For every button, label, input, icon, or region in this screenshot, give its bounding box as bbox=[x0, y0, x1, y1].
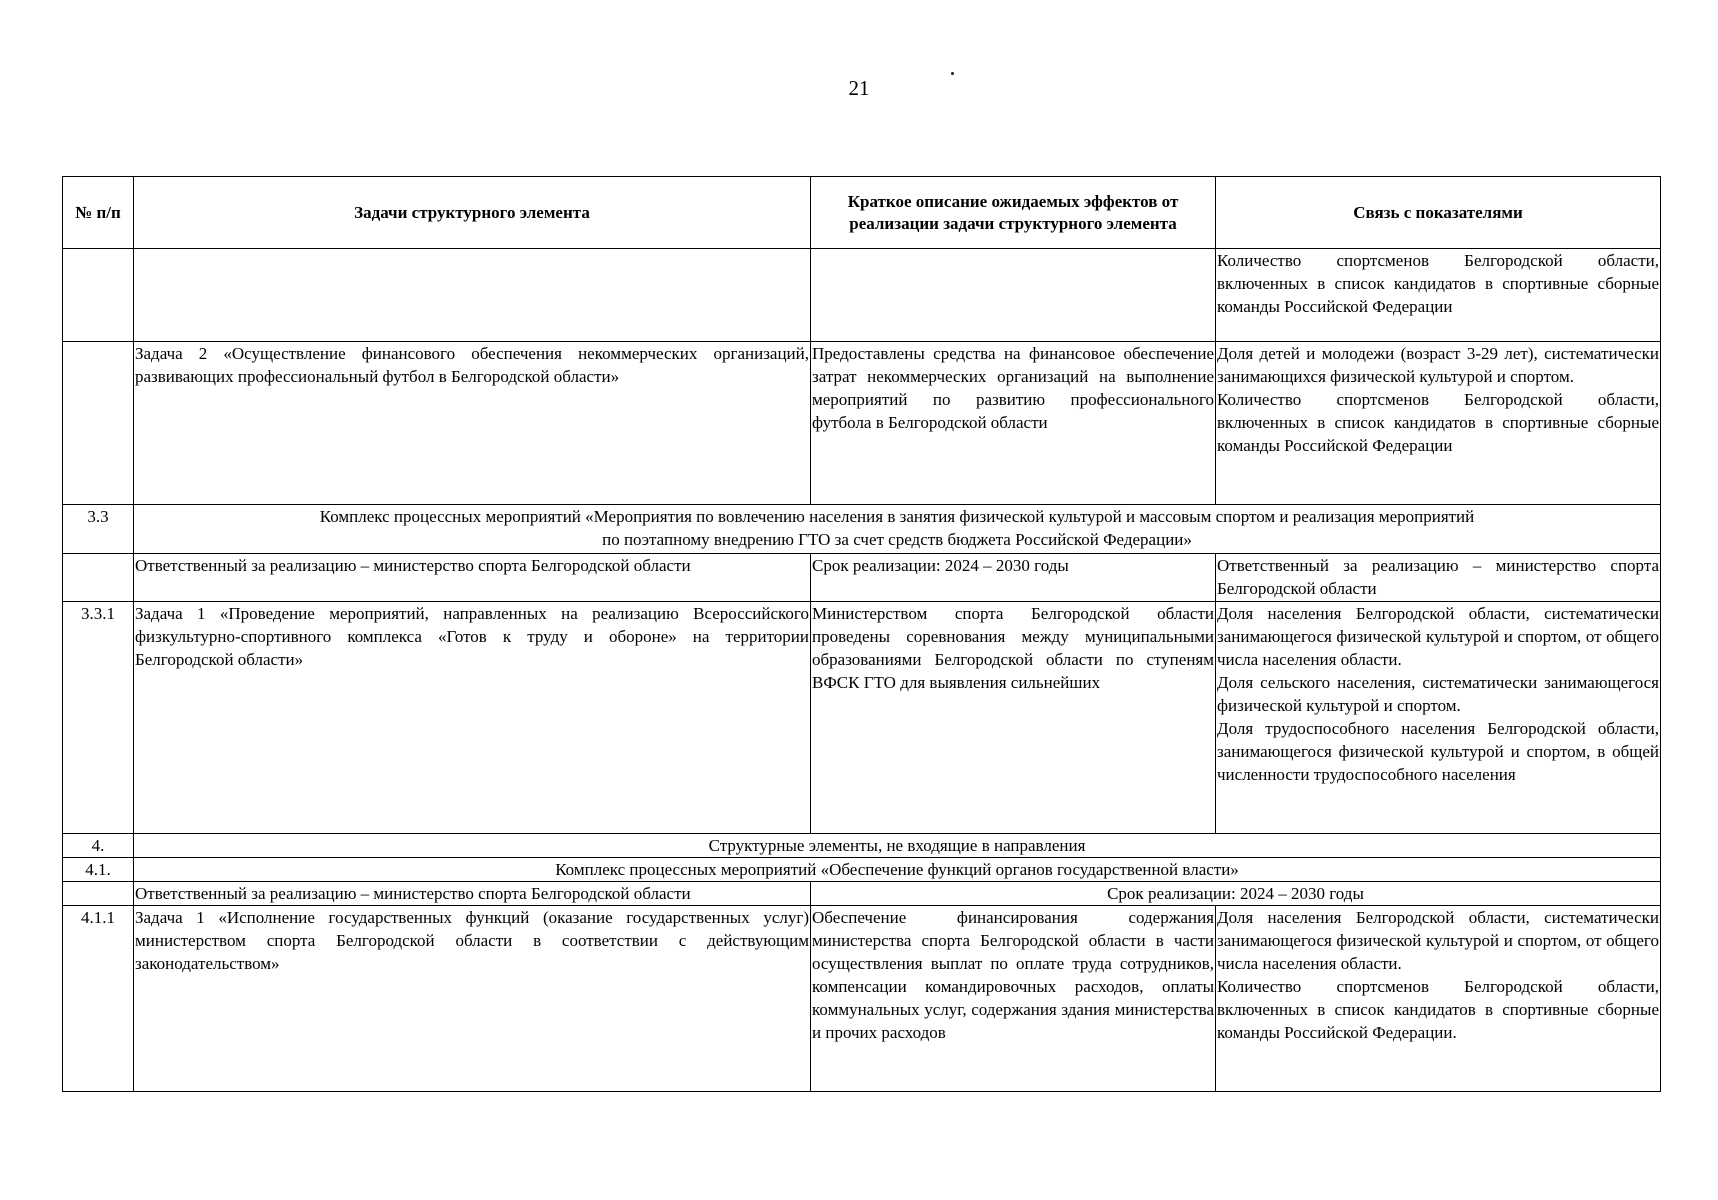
page-number: 21 bbox=[848, 76, 870, 100]
cell-task: Задача 2 «Осуществление финансового обеспечения некоммерческих организаций, развивающих профессиональный футбол в Белгородской области» bbox=[134, 342, 811, 505]
table-row bbox=[63, 906, 1661, 1092]
section-title: Комплекс процессных мероприятий «Обеспечение функций органов государственной власти» bbox=[134, 858, 1661, 882]
cell-indicators bbox=[1216, 906, 1661, 1092]
table-row bbox=[63, 342, 1661, 505]
cell-task bbox=[134, 249, 811, 342]
section-row bbox=[63, 834, 1661, 858]
section-row bbox=[63, 858, 1661, 882]
cell-num bbox=[63, 554, 134, 602]
cell-indicators bbox=[1216, 602, 1661, 834]
cell-indicators: Количество спортсменов Белгородской области, включенных в список кандидатов в спортивные сборные команды Российской Федерации bbox=[1216, 249, 1661, 342]
section-title bbox=[134, 505, 1661, 554]
cell-num bbox=[63, 882, 134, 906]
responsible-cell: Ответственный за реализацию – министерство спорта Белгородской области bbox=[134, 882, 811, 906]
scan-speck bbox=[951, 72, 954, 75]
indicator-text: Доля населения Белгородской области, систематически занимающегося физической культурой и спортом, от общего числа населения области. bbox=[1217, 604, 1659, 669]
responsible-cell: Ответственный за реализацию – министерство спорта Белгородской области bbox=[134, 554, 811, 602]
responsible-cell-2: Ответственный за реализацию – министерство спорта Белгородской области bbox=[1216, 554, 1661, 602]
header-effects: Краткое описание ожидаемых эффектов от реализации задачи структурного элемента bbox=[811, 177, 1216, 249]
section-num: 3.3 bbox=[63, 505, 134, 554]
section-title: Структурные элементы, не входящие в направления bbox=[134, 834, 1661, 858]
table-row bbox=[63, 602, 1661, 834]
section-title-line: по поэтапному внедрению ГТО за счет средств бюджета Российской Федерации» bbox=[602, 530, 1192, 549]
cell-effect: Предоставлены средства на финансовое обеспечение затрат некоммерческих организаций на выполнение мероприятий по развитию профессионального футбола в Белгородской области bbox=[811, 342, 1216, 505]
cell-effect bbox=[811, 249, 1216, 342]
term-cell: Срок реализации: 2024 – 2030 годы bbox=[811, 554, 1216, 602]
structure-elements-table bbox=[62, 176, 1661, 1092]
cell-num bbox=[63, 249, 134, 342]
header-tasks: Задачи структурного элемента bbox=[134, 177, 811, 249]
table-row bbox=[63, 249, 1661, 342]
responsibility-row bbox=[63, 882, 1661, 906]
cell-effect: Министерством спорта Белгородской области проведены соревнования между муниципальными образованиями Белгородской области по ступеням ВФСК ГТО для выявления сильнейших bbox=[811, 602, 1216, 834]
cell-num bbox=[63, 342, 134, 505]
section-row bbox=[63, 505, 1661, 554]
indicator-text: Количество спортсменов Белгородской области, включенных в список кандидатов в спортивные сборные команды Российской Федерации. bbox=[1217, 977, 1659, 1042]
indicator-text: Доля детей и молодежи (возраст 3-29 лет), систематически занимающихся физической культурой и спортом. bbox=[1217, 344, 1659, 386]
table-header-row bbox=[63, 177, 1661, 249]
cell-num: 4.1.1 bbox=[63, 906, 134, 1092]
indicator-text: Доля трудоспособного населения Белгородской области, занимающегося физической культурой и спортом, в общей численности трудоспособного населения bbox=[1217, 719, 1659, 784]
section-num: 4.1. bbox=[63, 858, 134, 882]
responsibility-row bbox=[63, 554, 1661, 602]
header-num: № п/п bbox=[63, 177, 134, 249]
header-indicators: Связь с показателями bbox=[1216, 177, 1661, 249]
section-num: 4. bbox=[63, 834, 134, 858]
indicator-text: Доля сельского населения, систематически занимающегося физической культурой и спортом. bbox=[1217, 673, 1659, 715]
term-cell: Срок реализации: 2024 – 2030 годы bbox=[811, 882, 1661, 906]
indicator-text: Доля населения Белгородской области, систематически занимающегося физической культурой и спортом, от общего числа населения области. bbox=[1217, 908, 1659, 973]
indicator-text: Количество спортсменов Белгородской области, включенных в список кандидатов в спортивные сборные команды Российской Федерации bbox=[1217, 390, 1659, 455]
cell-task: Задача 1 «Проведение мероприятий, направленных на реализацию Всероссийского физкультурно-спортивного комплекса «Готов к труду и обороне» на территории Белгородской области» bbox=[134, 602, 811, 834]
cell-indicators bbox=[1216, 342, 1661, 505]
section-title-line: Комплекс процессных мероприятий «Мероприятия по вовлечению населения в занятия физической культурой и массовым спортом и реализация мероприятий bbox=[319, 507, 1475, 526]
cell-num: 3.3.1 bbox=[63, 602, 134, 834]
cell-effect: Обеспечение финансирования содержания министерства спорта Белгородской области в части осуществления выплат по оплате труда сотрудников, компенсации командировочных расходов, оплаты коммунальных услуг, содержания здания министерства и прочих расходов bbox=[811, 906, 1216, 1092]
cell-task: Задача 1 «Исполнение государственных функций (оказание государственных услуг) министерством спорта Белгородской области в соответствии с действующим законодательством» bbox=[134, 906, 811, 1092]
